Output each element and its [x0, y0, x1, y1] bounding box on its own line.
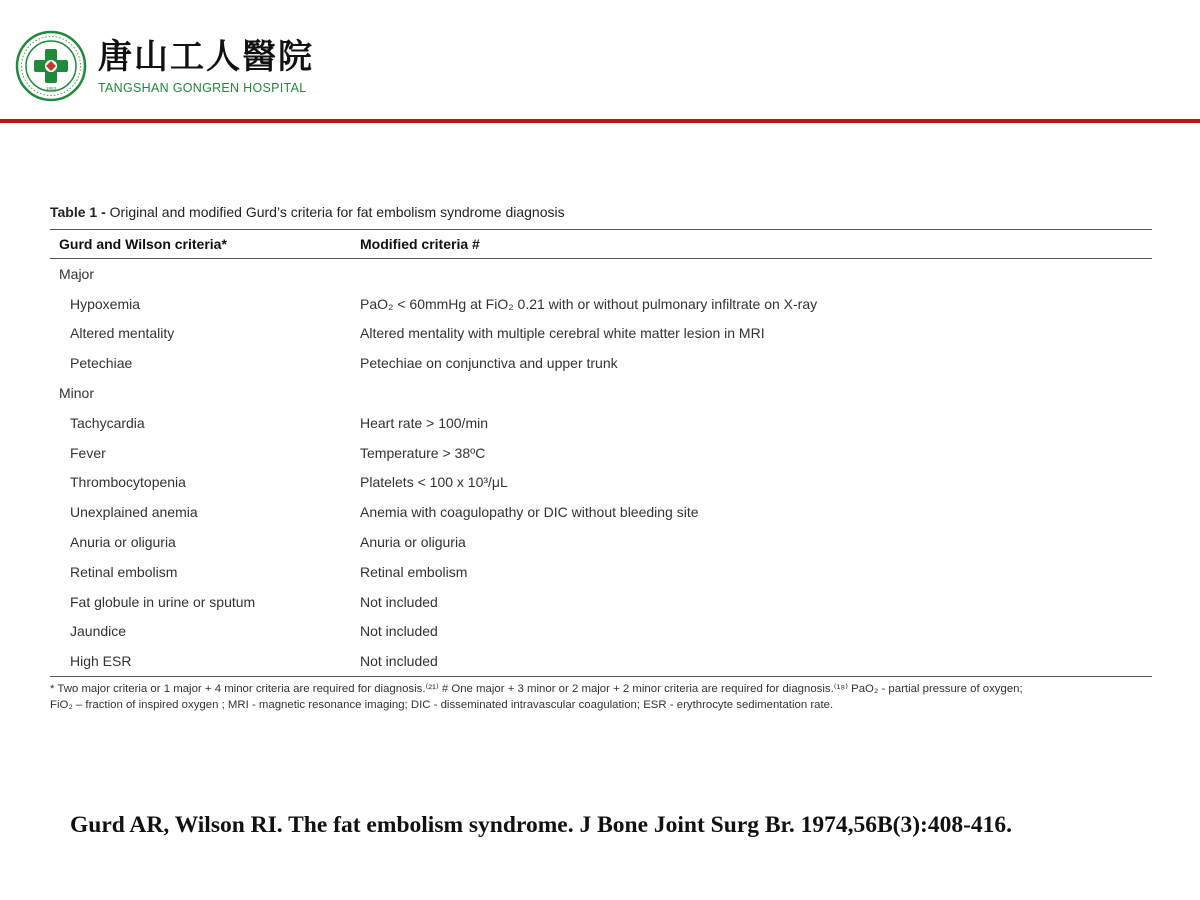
original-criterion: Altered mentality [70, 325, 175, 342]
group-label: Major [59, 265, 95, 282]
original-criterion: High ESR [50, 646, 360, 676]
slide-header [0, 0, 1200, 122]
table-row [50, 587, 1152, 617]
original-criterion: Thrombocytopenia [70, 474, 186, 491]
modified-criterion: Not included [360, 593, 438, 610]
original-criterion: Unexplained anemia [70, 504, 198, 521]
original-criterion: Tachycardia [70, 414, 145, 431]
table-row [50, 408, 1152, 438]
table-caption-text: Original and modified Gurd’s criteria for fat embolism syndrome diagnosis [105, 204, 565, 220]
table-header-row [50, 230, 1152, 259]
modified-criterion: Anemia with coagulopathy or DIC without bleeding site [360, 504, 699, 521]
original-criterion: Fat globule in urine or sputum [70, 593, 256, 610]
modified-criterion: Altered mentality with multiple cerebral white matter lesion in MRI [360, 325, 765, 342]
table-row [50, 497, 1152, 527]
table-caption [50, 204, 1152, 220]
footnote-line: * Two major criteria or 1 major + 4 minor criteria are required for diagnosis.⁽²¹⁾ # One major + 3 minor or 2 major + 2 minor criteria are required for diagnosis.⁽¹⁸⁾ PaO₂ - partial pressure of oxygen; [50, 683, 1023, 696]
original-criterion: Jaundice [70, 623, 127, 640]
hospital-name-chinese: 唐山工人醫院 [98, 37, 314, 77]
table-row [50, 646, 1152, 676]
original-criterion: Retinal embolism [70, 563, 178, 580]
citation-reference: Gurd AR, Wilson RI. The fat embolism syndrome. J Bone Joint Surg Br. 1974,56B(3):408-416. [70, 812, 1013, 838]
hospital-name-english: TANGSHAN GONGREN HOSPITAL [98, 81, 307, 95]
original-criterion: Petechiae [70, 355, 133, 372]
table-row [50, 557, 1152, 587]
group-row-major [50, 259, 1152, 289]
criteria-table [50, 229, 1152, 677]
column-header-modified: Modified criteria # [360, 230, 1152, 259]
table-row [50, 319, 1152, 349]
modified-criterion: PaO₂ < 60mmHg at FiO₂ 0.21 with or without pulmonary infiltrate on X-ray [360, 295, 818, 312]
group-row-minor [50, 378, 1152, 408]
original-criterion: Fever [70, 444, 106, 461]
column-header-original: Gurd and Wilson criteria* [50, 230, 360, 259]
modified-criterion: Heart rate > 100/min [360, 414, 489, 431]
table-caption-label: Table 1 - [50, 204, 106, 220]
modified-criterion: Platelets < 100 x 10³/μL [360, 474, 508, 491]
modified-criterion: Temperature > 38ºC [360, 444, 486, 461]
table-footnote [50, 682, 1152, 713]
original-criterion: Anuria or oliguria [70, 534, 176, 551]
modified-criterion: Petechiae on conjunctiva and upper trunk [360, 355, 618, 372]
modified-criterion: Not included [360, 646, 1152, 676]
table-row [50, 617, 1152, 647]
table-row [50, 438, 1152, 468]
original-criterion: Hypoxemia [70, 295, 141, 312]
group-label: Minor [59, 385, 95, 402]
header-divider [0, 119, 1200, 123]
table-row [50, 527, 1152, 557]
modified-criterion: Retinal embolism [360, 563, 468, 580]
table-row [50, 348, 1152, 378]
table-row [50, 289, 1152, 319]
footnote-line: FiO₂ – fraction of inspired oxygen ; MRI - magnetic resonance imaging; DIC - disseminated intravascular coagulation; ESR - erythrocyte sedimentation rate. [50, 698, 834, 711]
seal-year: 1953 [45, 86, 57, 91]
criteria-table-figure [50, 204, 1152, 713]
table-row [50, 468, 1152, 498]
modified-criterion: Not included [360, 623, 438, 640]
modified-criterion: Anuria or oliguria [360, 534, 466, 551]
hospital-seal-logo [15, 30, 87, 102]
